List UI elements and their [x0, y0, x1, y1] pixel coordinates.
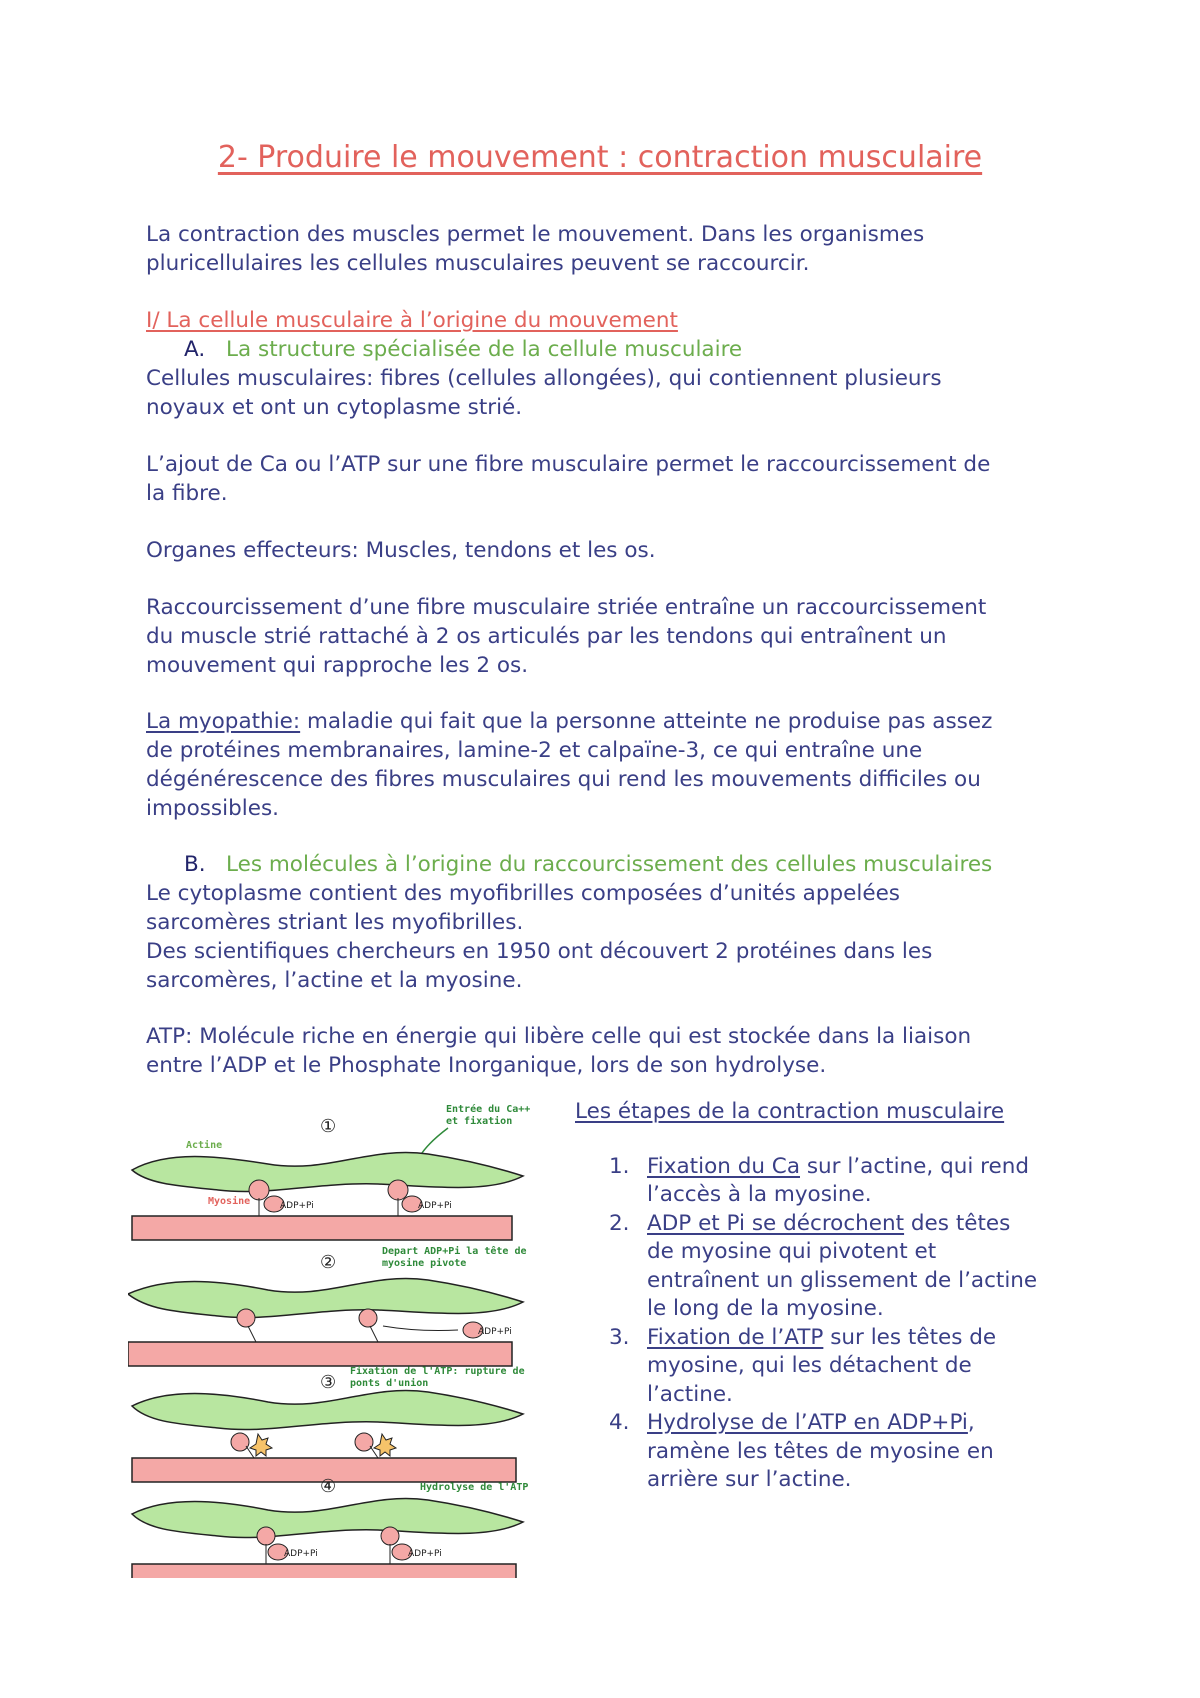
subheading-text: La structure spécialisée de la cellule musculaire: [226, 337, 743, 362]
section-heading: I/ La cellule musculaire à l’origine du mouvement: [146, 308, 678, 333]
myosin-head: [249, 1180, 269, 1200]
text-line: La contraction des muscles permet le mouvement. Dans les organismes: [146, 222, 925, 247]
myosin-neck: [248, 1326, 256, 1342]
adp-pi-label: ADP+Pi: [418, 1201, 452, 1211]
actine-label: Actine: [186, 1140, 223, 1151]
myosine-label: Myosine: [208, 1196, 251, 1207]
paragraph-organes: [146, 536, 1066, 565]
actin-filament: [132, 1391, 523, 1430]
myosin-filament: [128, 1342, 512, 1366]
panel-label: Entrée du Ca++: [446, 1104, 531, 1115]
step-line: le long de la myosine.: [647, 1296, 884, 1321]
myosin-head: [381, 1527, 399, 1545]
step-line: de myosine qui pivotent et: [647, 1239, 937, 1264]
steps-list: [575, 1153, 1075, 1495]
step-key: ADP et Pi se décrochent: [647, 1210, 905, 1236]
atp-molecule: [374, 1434, 396, 1456]
paragraph-raccourcissement: [146, 593, 1066, 680]
myopathie-term: La myopathie:: [146, 709, 301, 734]
panel-label: ponts d'union: [350, 1378, 429, 1389]
arrow: [420, 1128, 448, 1156]
panel-number: ③: [320, 1372, 337, 1393]
panel-number: ④: [320, 1476, 337, 1497]
text-line: Cellules musculaires: fibres (cellules allongées), qui contiennent plusieurs: [146, 366, 942, 391]
paragraph-myopathie: [146, 707, 1066, 823]
step-number: 2.: [609, 1210, 630, 1236]
text-line: L’ajout de Ca ou l’ATP sur une fibre musculaire permet le raccourcissement de: [146, 452, 991, 477]
actin-filament: [128, 1279, 523, 1318]
myosin-head: [257, 1527, 275, 1545]
text-line: entre l’ADP et le Phosphate Inorganique, lors de son hydrolyse.: [146, 1053, 827, 1078]
myosin-neck: [370, 1326, 378, 1342]
paragraph-ajout-ca: [146, 450, 1066, 508]
adp-pi-label: ADP+Pi: [284, 1549, 318, 1559]
myosin-head: [237, 1309, 255, 1327]
diagram-panel-3: [132, 1365, 525, 1482]
step-key: Hydrolyse de l’ATP en ADP+Pi: [647, 1410, 968, 1435]
step-line: entraînent un glissement de l’actine: [647, 1267, 1038, 1293]
diagram-panel-4: [132, 1476, 528, 1578]
text-line: mouvement qui rapproche les 2 os.: [146, 653, 529, 678]
step-key: Fixation du Ca: [647, 1153, 800, 1179]
myosin-head: [231, 1433, 249, 1451]
adp-pi-label: ADP+Pi: [280, 1201, 314, 1211]
text-line: Organes effecteurs: Muscles, tendons et les os.: [146, 538, 656, 563]
subheading-text: Les molécules à l’origine du raccourcissement des cellules musculaires: [226, 852, 993, 877]
panel-label: Hydrolyse de l'ATP: [420, 1482, 529, 1493]
subheading-a: [146, 335, 1066, 364]
step-number: 4.: [609, 1410, 630, 1435]
adp-pi-label: ADP+Pi: [408, 1549, 442, 1559]
intro-paragraph: [146, 220, 1066, 278]
subheading-letter: A.: [184, 337, 206, 362]
text-line: dégénérescence des fibres musculaires qui rend les mouvements difficiles ou: [146, 767, 981, 792]
text-line: Raccourcissement d’une fibre musculaire striée entraîne un raccourcissement: [146, 595, 987, 620]
section-1: [146, 306, 1066, 422]
panel-label: et fixation: [446, 1116, 513, 1127]
panel-label: Depart ADP+Pi la tête de: [382, 1246, 527, 1257]
step-number: 3.: [609, 1324, 630, 1350]
step-text: des têtes: [904, 1210, 1011, 1236]
text-line: ATP: Molécule riche en énergie qui libère celle qui est stockée dans la liaison: [146, 1024, 972, 1049]
step-line: myosine, qui les détachent de: [647, 1353, 972, 1378]
step-item: [575, 1153, 1075, 1210]
text-line: Le cytoplasme contient des myofibrilles composées d’unités appelées: [146, 881, 901, 906]
myosin-head: [355, 1433, 373, 1451]
contraction-diagram: [128, 1098, 548, 1578]
arrow: [383, 1326, 458, 1331]
actin-filament: [132, 1153, 523, 1192]
step-text: sur les têtes de: [823, 1324, 997, 1350]
step-item: [575, 1324, 1075, 1410]
steps-column: [575, 1098, 1075, 1495]
section-b: [146, 850, 1066, 995]
myosin-head: [359, 1309, 377, 1327]
step-key: Fixation de l’ATP: [647, 1324, 824, 1350]
panel-label: Fixation de l'ATP: rupture de: [350, 1366, 525, 1377]
adp-pi-label: ADP+Pi: [478, 1327, 512, 1337]
panel-number: ①: [320, 1116, 337, 1137]
myopathie-rest: maladie qui fait que la personne atteinte ne produise pas assez: [300, 709, 993, 734]
step-number: 1.: [609, 1153, 630, 1179]
step-text: sur l’actine, qui rend: [800, 1153, 1030, 1179]
paragraph-atp: [146, 1022, 1066, 1080]
panel-label: myosine pivote: [382, 1258, 467, 1269]
actin-filament: [132, 1499, 523, 1538]
atp-molecule: [250, 1434, 272, 1456]
text-line: sarcomères striant les myofibrilles.: [146, 910, 524, 935]
myosin-filament: [132, 1216, 512, 1240]
step-line: ramène les têtes de myosine en: [647, 1438, 994, 1464]
step-item: [575, 1210, 1075, 1324]
subheading-letter: B.: [184, 852, 206, 877]
step-item: [575, 1409, 1075, 1495]
text-line: impossibles.: [146, 796, 279, 821]
step-text: ,: [967, 1410, 975, 1435]
diagram-panel-1: [132, 1103, 530, 1240]
diagram-panel-2: [128, 1245, 527, 1366]
myosin-head: [388, 1180, 408, 1200]
step-line: l’actine.: [647, 1381, 733, 1407]
step-line: arrière sur l’actine.: [647, 1467, 852, 1492]
text-line: sarcomères, l’actine et la myosine.: [146, 968, 523, 993]
text-line: noyaux et ont un cytoplasme strié.: [146, 395, 523, 420]
text-line: [146, 707, 1066, 736]
panel-number: ②: [320, 1252, 337, 1273]
page-title: 2- Produire le mouvement : contraction musculaire: [217, 140, 983, 175]
steps-heading: Les étapes de la contraction musculaire: [575, 1099, 1005, 1124]
text-line: la fibre.: [146, 481, 228, 506]
step-line: l’accès à la myosine.: [647, 1182, 872, 1207]
myosin-filament: [132, 1564, 516, 1578]
text-line: du muscle strié rattaché à 2 os articulés par les tendons qui entraînent un: [146, 624, 947, 649]
text-line: de protéines membranaires, lamine-2 et calpaïne-3, ce qui entraîne une: [146, 738, 923, 763]
text-line: pluricellulaires les cellules musculaires peuvent se raccourcir.: [146, 251, 810, 276]
subheading-b: [146, 850, 1066, 879]
text-line: Des scientifiques chercheurs en 1950 ont découvert 2 protéines dans les: [146, 939, 933, 964]
